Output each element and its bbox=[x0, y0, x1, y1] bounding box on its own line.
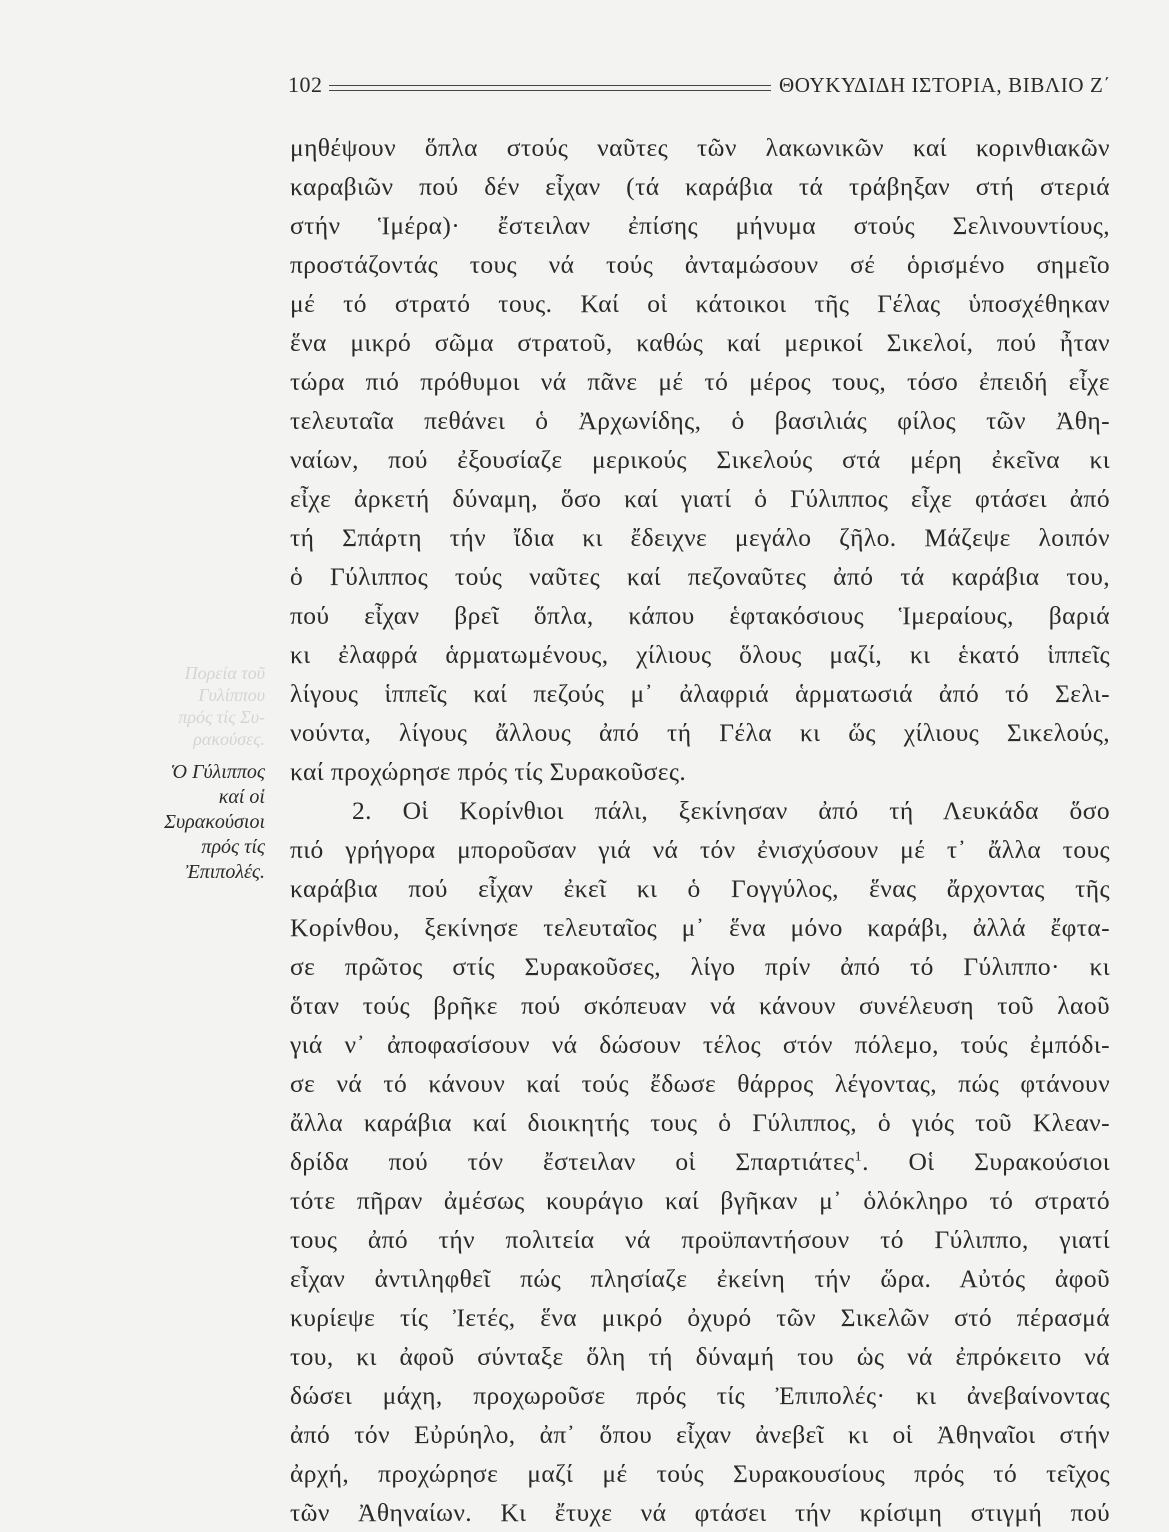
text-line-paragraph-end: καί προχώρησε πρός τίς Συρακοῦσες. bbox=[290, 757, 687, 786]
text-line: σε πρῶτος στίς Συρακοῦσες, λίγο πρίν ἀπό τό Γύλιππο· κι bbox=[290, 952, 1110, 981]
margin-note-faint: Πορεία τοῦ Γυλίππου πρός τίς Συ- ρακούσες. bbox=[178, 663, 265, 749]
text-line: τους ἀπό τήν πολιτεία νά προϋπαντήσουν τό Γύλιππο, γιατί bbox=[290, 1225, 1110, 1254]
text-line: τελευταῖα πεθάνει ὁ Ἀρχωνίδης, ὁ βασιλιάς φίλος τῶν Ἀθη- bbox=[290, 406, 1110, 435]
text-line: εἶχε ἀρκετή δύναμη, ὅσο καί γιατί ὁ Γύλιππος εἶχε φτάσει ἀπό bbox=[290, 484, 1110, 513]
page-number: 102 bbox=[288, 72, 323, 97]
text-line: στήν Ἱμέρα)· ἔστειλαν ἐπίσης μήνυμα στούς Σελινουντίους, bbox=[290, 211, 1110, 240]
text-line: ἀπό τόν Εὐρύηλο, ἀπ᾽ ὅπου εἶχαν ἀνεβεῖ κι οἱ Ἀθηναῖοι στήν bbox=[290, 1420, 1110, 1449]
text-line: πού εἶχαν βρεῖ ὅπλα, κάπου ἑφτακόσιους Ἱμεραίους, βαριά bbox=[290, 601, 1110, 630]
text-line: γιά ν᾽ ἀποφασίσουν νά δώσουν τέλος στόν πόλεμο, τούς ἐμπόδι- bbox=[290, 1030, 1110, 1059]
footnote-marker[interactable]: 1 bbox=[854, 1149, 863, 1165]
running-title: ΘΟΥΚΥΔΙΔΗ ΙΣΤΟΡΙΑ, ΒΙΒΛΙΟ Ζ΄ bbox=[778, 72, 1111, 97]
line-text-continued: . Οἱ Συρακούσιοι bbox=[862, 1147, 1110, 1176]
line-text: δρίδα πού τόν ἔστειλαν οἱ Σπαρτιάτες bbox=[290, 1147, 855, 1176]
text-line: ναίων, πού ἐξουσίαζε μερικούς Σικελούς στά μέρη ἐκεῖνα κι bbox=[290, 445, 1110, 474]
text-line: σε νά τό κάνουν καί τούς ἔδωσε θάρρος λέγοντας, πώς φτάνουν bbox=[290, 1069, 1110, 1098]
text-line: εἶχαν ἀντιληφθεῖ πώς πλησίαζε ἐκείνη τήν ὥρα. Αὐτός ἀφοῦ bbox=[290, 1264, 1110, 1293]
text-line: καραβιῶν πού δέν εἶχαν (τά καράβια τά τράβηξαν στή στεριά bbox=[290, 172, 1110, 201]
margin-note-gylippus: Ὁ Γύλιππος καί οἱ Συρακούσιοι πρός τίς Ἐπιπολές. bbox=[164, 761, 265, 883]
text-line: τῶν Ἀθηναίων. Κι ἔτυχε νά φτάσει τήν κρίσιμη στιγμή πού bbox=[290, 1498, 1110, 1527]
page-header bbox=[288, 70, 1111, 100]
text-line-section-2-start: 2. Οἱ Κορίνθιοι πάλι, ξεκίνησαν ἀπό τή Λευκάδα ὅσο bbox=[352, 796, 1110, 825]
text-line: τότε πῆραν ἀμέσως κουράγιο καί βγῆκαν μ᾽ ὁλόκληρο τό στρατό bbox=[290, 1186, 1110, 1215]
text-line: κυρίεψε τίς Ἰετές, ἕνα μικρό ὀχυρό τῶν Σικελῶν στό πέρασμά bbox=[290, 1303, 1110, 1332]
text-line: κι ἐλαφρά ἁρματωμένους, χίλιους ὅλους μαζί, κι ἑκατό ἱππεῖς bbox=[290, 640, 1110, 669]
header-double-rule bbox=[329, 85, 771, 91]
text-line: καράβια πού εἶχαν ἐκεῖ κι ὁ Γογγύλος, ἕνας ἄρχοντας τῆς bbox=[290, 874, 1110, 903]
text-line: ὁ Γύλιππος τούς ναῦτες καί πεζοναῦτες ἀπό τά καράβια του, bbox=[290, 562, 1110, 591]
text-line: δώσει μάχη, προχωροῦσε πρός τίς Ἐπιπολές· κι ἀνεβαίνοντας bbox=[290, 1381, 1110, 1410]
text-line: λίγους ἱππεῖς καί πεζούς μ᾽ ἀλαφριά ἁρματωσιά ἀπό τό Σελι- bbox=[290, 679, 1110, 708]
text-line: μηθέψουν ὅπλα στούς ναῦτες τῶν λακωνικῶν καί κορινθιακῶν bbox=[290, 133, 1110, 162]
text-line-with-footnote bbox=[290, 1142, 1110, 1181]
text-line: τώρα πιό πρόθυμοι νά πᾶνε μέ τό μέρος τους, τόσο ἐπειδή εἶχε bbox=[290, 367, 1110, 396]
text-line: Κορίνθου, ξεκίνησε τελευταῖος μ᾽ ἕνα μόνο καράβι, ἀλλά ἔφτα- bbox=[290, 913, 1110, 942]
text-line: προστάζοντάς τους νά τούς ἀνταμώσουν σέ ὁρισμένο σημεῖο bbox=[290, 250, 1110, 279]
text-line: ὅταν τούς βρῆκε πού σκόπευαν νά κάνουν συνέλευση τοῦ λαοῦ bbox=[290, 991, 1110, 1020]
text-line: νούντα, λίγους ἄλλους ἀπό τή Γέλα κι ὥς χίλιους Σικελούς, bbox=[290, 718, 1110, 747]
text-line: του, κι ἀφοῦ σύνταξε ὅλη τή δύναμή του ὡς νά ἐπρόκειτο νά bbox=[290, 1342, 1110, 1371]
margin-notes bbox=[100, 662, 265, 885]
text-line: μέ τό στρατό τους. Καί οἱ κάτοικοι τῆς Γέλας ὑποσχέθηκαν bbox=[290, 289, 1110, 318]
text-line: ἄλλα καράβια καί διοικητής τους ὁ Γύλιππος, ὁ γιός τοῦ Κλεαν- bbox=[290, 1108, 1110, 1137]
text-line: ἕνα μικρό σῶμα στρατοῦ, καθώς καί μερικοί Σικελοί, πού ἦταν bbox=[290, 328, 1110, 357]
text-line: τή Σπάρτη τήν ἴδια κι ἔδειχνε μεγάλο ζῆλο. Μάζεψε λοιπόν bbox=[290, 523, 1110, 552]
text-line: ἀρχή, προχώρησε μαζί μέ τούς Συρακουσίους πρός τό τεῖχος bbox=[290, 1459, 1110, 1488]
main-text bbox=[290, 128, 1110, 1532]
text-line: πιό γρήγορα μποροῦσαν γιά νά τόν ἐνισχύσουν μέ τ᾽ ἄλλα τους bbox=[290, 835, 1110, 864]
